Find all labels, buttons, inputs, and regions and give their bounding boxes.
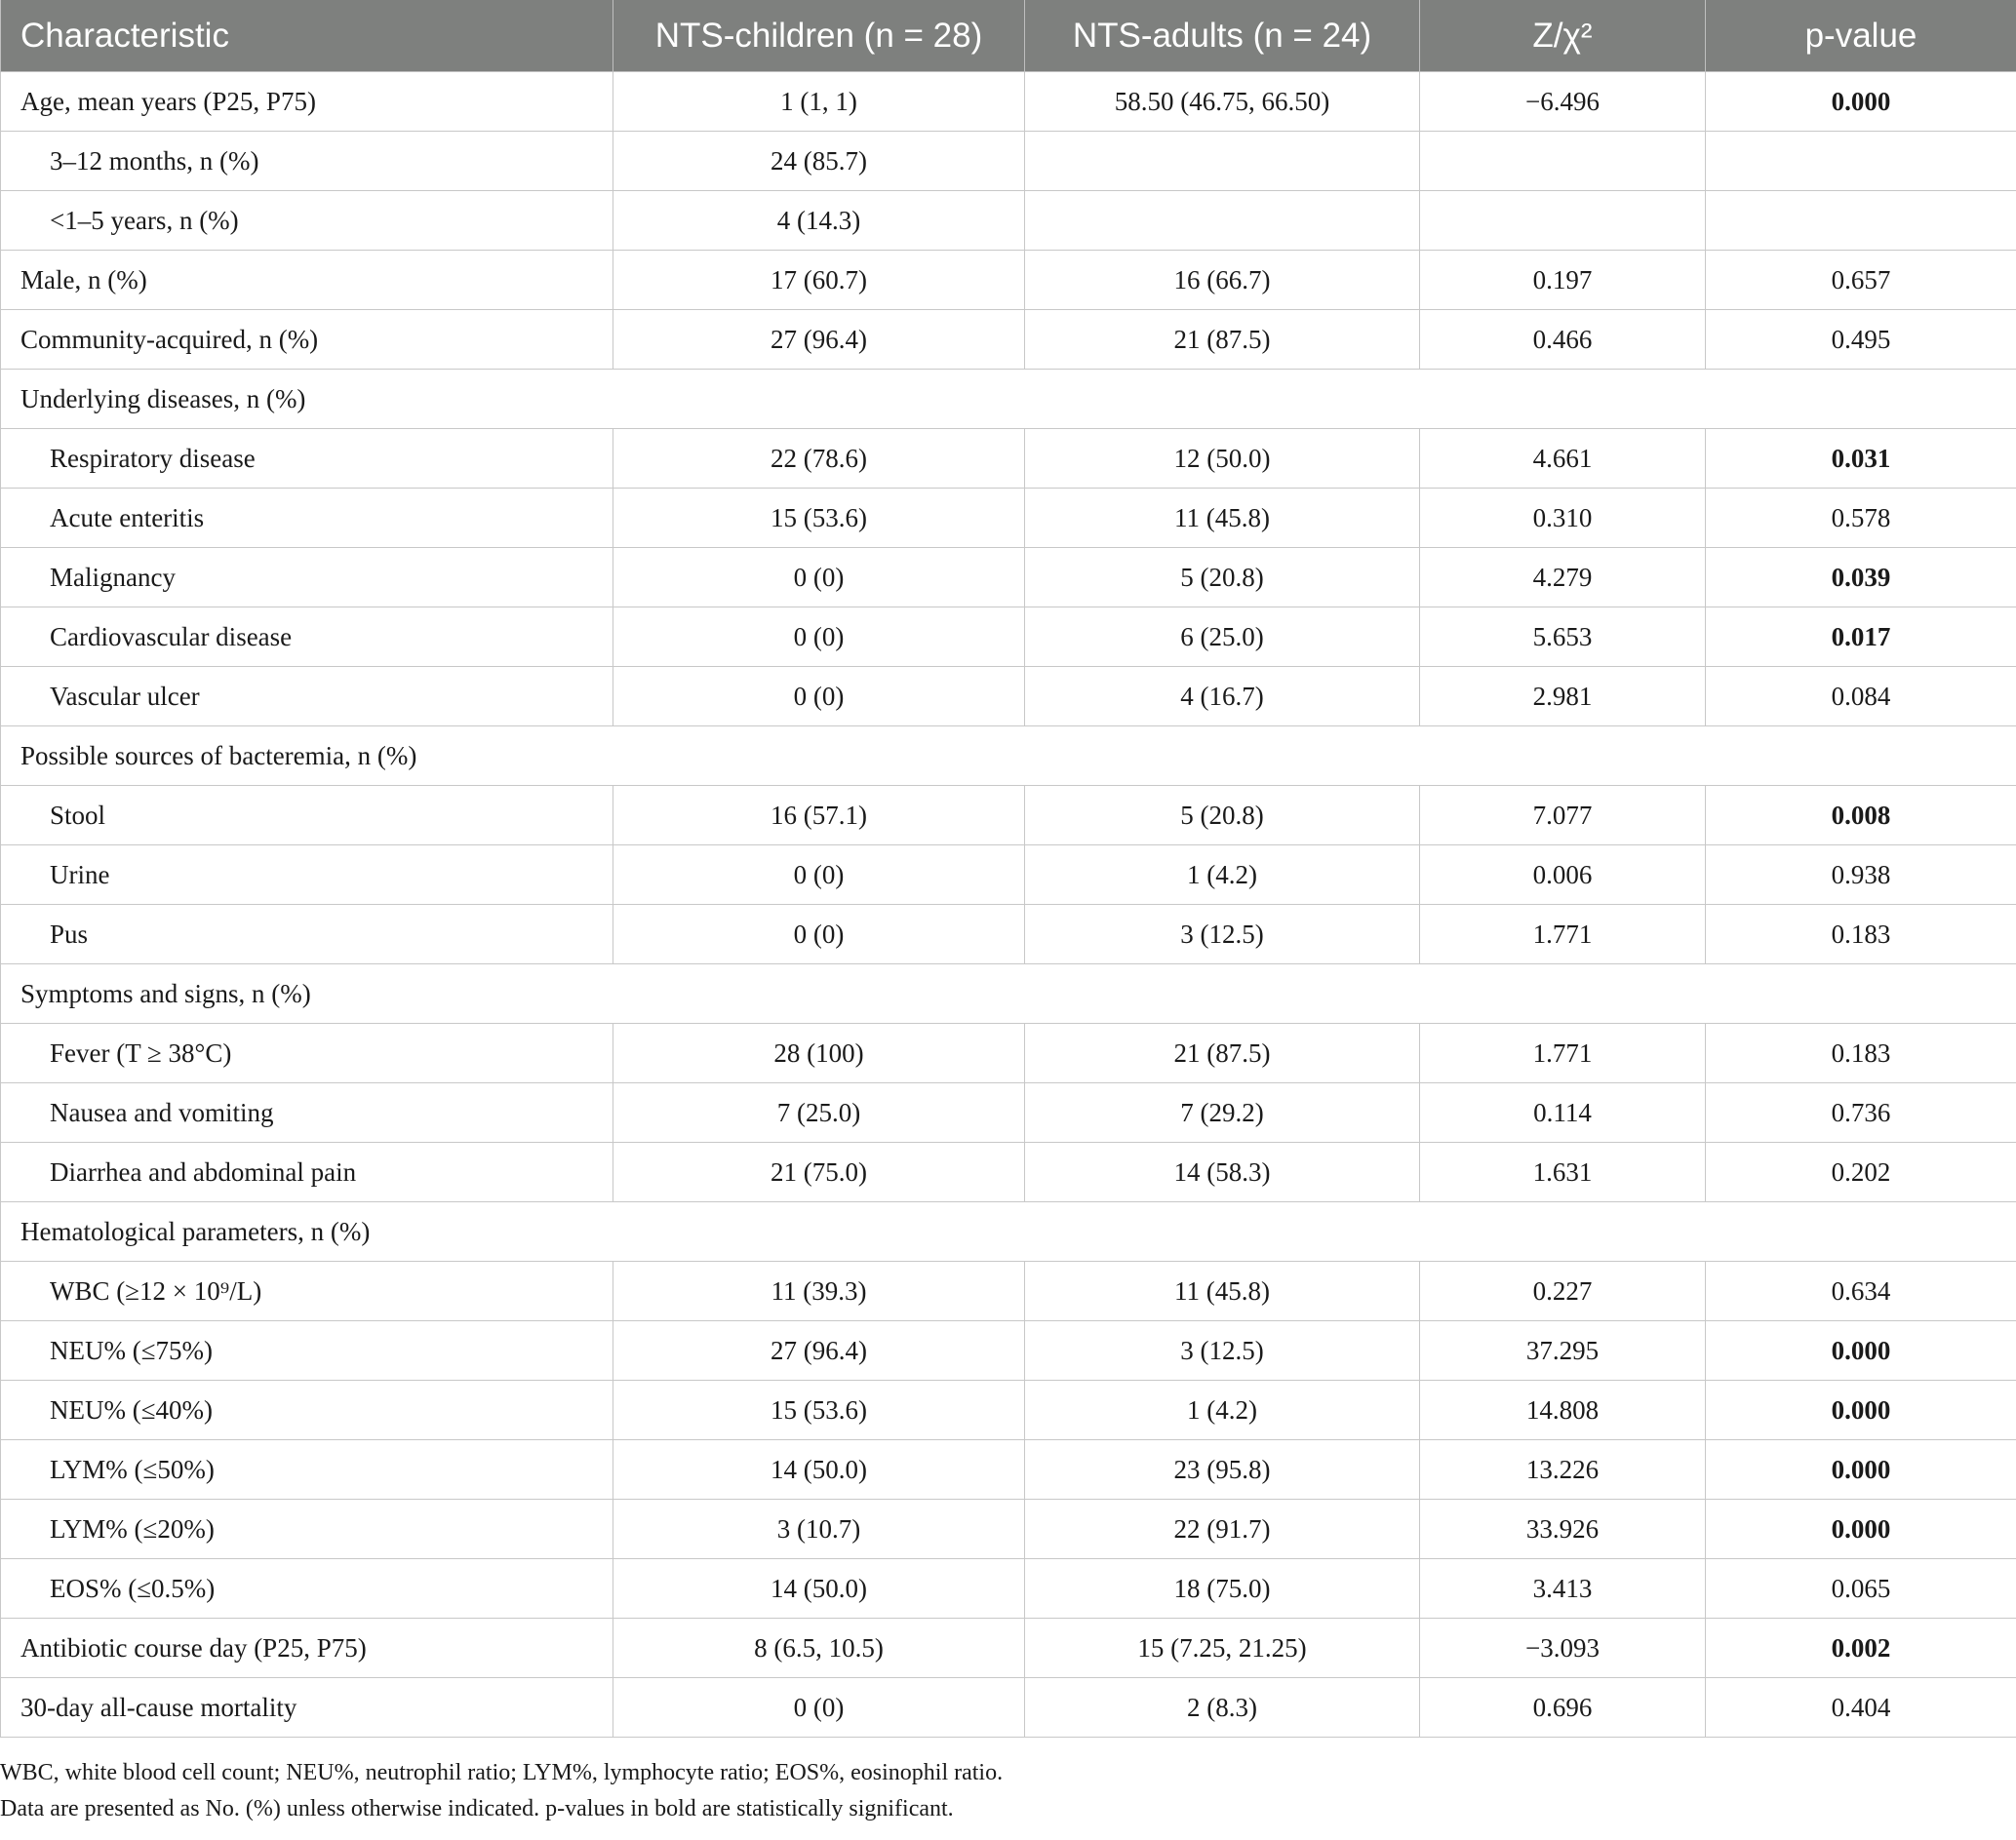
row-label: Nausea and vomiting — [1, 1083, 613, 1143]
table-footnotes — [0, 1738, 2016, 1827]
cell-nts-children: 24 (85.7) — [613, 132, 1025, 191]
table-row — [1, 72, 2016, 132]
cell-nts-adults: 23 (95.8) — [1025, 1440, 1420, 1500]
cell-p-value: 0.002 — [1706, 1619, 2016, 1678]
cell-nts-adults: 2 (8.3) — [1025, 1678, 1420, 1738]
table-row — [1, 132, 2016, 191]
cell-nts-adults: 58.50 (46.75, 66.50) — [1025, 72, 1420, 132]
cell-p-value: 0.202 — [1706, 1143, 2016, 1202]
cell-nts-children: 0 (0) — [613, 905, 1025, 964]
cell-nts-adults: 11 (45.8) — [1025, 1262, 1420, 1321]
cell-nts-children: 1 (1, 1) — [613, 72, 1025, 132]
row-label: Acute enteritis — [1, 489, 613, 548]
row-label: Stool — [1, 786, 613, 845]
cell-p-value: 0.084 — [1706, 667, 2016, 726]
row-label: Community-acquired, n (%) — [1, 310, 613, 370]
cell-nts-children: 22 (78.6) — [613, 429, 1025, 489]
cell-p-value: 0.183 — [1706, 1024, 2016, 1083]
cell-test-statistic: 33.926 — [1420, 1500, 1706, 1559]
cell-nts-adults: 7 (29.2) — [1025, 1083, 1420, 1143]
cell-p-value: 0.008 — [1706, 786, 2016, 845]
section-spacer — [613, 370, 2016, 429]
table-section-row — [1, 370, 2016, 429]
cell-test-statistic: 2.981 — [1420, 667, 1706, 726]
header-nts-children: NTS-children (n = 28) — [613, 0, 1025, 72]
cell-test-statistic: 4.279 — [1420, 548, 1706, 607]
section-label: Hematological parameters, n (%) — [1, 1202, 613, 1262]
table-row — [1, 1559, 2016, 1619]
cell-test-statistic — [1420, 191, 1706, 251]
table-header-row — [1, 0, 2016, 72]
cell-p-value — [1706, 132, 2016, 191]
section-spacer — [613, 726, 2016, 786]
cell-nts-children: 27 (96.4) — [613, 1321, 1025, 1381]
cell-nts-children: 0 (0) — [613, 667, 1025, 726]
table-row — [1, 548, 2016, 607]
cell-nts-adults — [1025, 191, 1420, 251]
cell-nts-adults — [1025, 132, 1420, 191]
table-row — [1, 667, 2016, 726]
row-label: 3–12 months, n (%) — [1, 132, 613, 191]
cell-test-statistic: 0.227 — [1420, 1262, 1706, 1321]
cell-test-statistic: 13.226 — [1420, 1440, 1706, 1500]
table-row — [1, 845, 2016, 905]
row-label: Malignancy — [1, 548, 613, 607]
row-label: Male, n (%) — [1, 251, 613, 310]
section-spacer — [613, 1202, 2016, 1262]
row-label: Age, mean years (P25, P75) — [1, 72, 613, 132]
cell-test-statistic: 14.808 — [1420, 1381, 1706, 1440]
cell-p-value: 0.736 — [1706, 1083, 2016, 1143]
cell-p-value: 0.000 — [1706, 1500, 2016, 1559]
cell-nts-children: 14 (50.0) — [613, 1440, 1025, 1500]
cell-nts-adults: 1 (4.2) — [1025, 1381, 1420, 1440]
cell-nts-adults: 6 (25.0) — [1025, 607, 1420, 667]
cell-test-statistic: 3.413 — [1420, 1559, 1706, 1619]
cell-nts-children: 7 (25.0) — [613, 1083, 1025, 1143]
cell-p-value: 0.039 — [1706, 548, 2016, 607]
row-label: 30-day all-cause mortality — [1, 1678, 613, 1738]
cell-p-value: 0.000 — [1706, 72, 2016, 132]
cell-nts-adults: 11 (45.8) — [1025, 489, 1420, 548]
table-row — [1, 429, 2016, 489]
table-section-row — [1, 964, 2016, 1024]
cell-nts-adults: 21 (87.5) — [1025, 310, 1420, 370]
cell-nts-adults: 15 (7.25, 21.25) — [1025, 1619, 1420, 1678]
table-row — [1, 1500, 2016, 1559]
row-label: Antibiotic course day (P25, P75) — [1, 1619, 613, 1678]
row-label: Respiratory disease — [1, 429, 613, 489]
cell-nts-children: 0 (0) — [613, 607, 1025, 667]
cell-test-statistic: 5.653 — [1420, 607, 1706, 667]
cell-nts-children: 16 (57.1) — [613, 786, 1025, 845]
cell-p-value: 0.657 — [1706, 251, 2016, 310]
cell-p-value: 0.404 — [1706, 1678, 2016, 1738]
cell-nts-children: 21 (75.0) — [613, 1143, 1025, 1202]
table-row — [1, 310, 2016, 370]
cell-nts-children: 0 (0) — [613, 548, 1025, 607]
cell-nts-children: 27 (96.4) — [613, 310, 1025, 370]
row-label: Vascular ulcer — [1, 667, 613, 726]
cell-test-statistic — [1420, 132, 1706, 191]
cell-nts-adults: 14 (58.3) — [1025, 1143, 1420, 1202]
cell-nts-children: 15 (53.6) — [613, 1381, 1025, 1440]
row-label: Diarrhea and abdominal pain — [1, 1143, 613, 1202]
cell-p-value: 0.031 — [1706, 429, 2016, 489]
table-row — [1, 191, 2016, 251]
row-label: LYM% (≤50%) — [1, 1440, 613, 1500]
section-spacer — [613, 964, 2016, 1024]
cell-test-statistic: 0.696 — [1420, 1678, 1706, 1738]
header-p-value: p-value — [1706, 0, 2016, 72]
cell-nts-adults: 18 (75.0) — [1025, 1559, 1420, 1619]
cell-nts-children: 28 (100) — [613, 1024, 1025, 1083]
row-label: <1–5 years, n (%) — [1, 191, 613, 251]
cell-nts-children: 14 (50.0) — [613, 1559, 1025, 1619]
row-label: NEU% (≤75%) — [1, 1321, 613, 1381]
table-row — [1, 1381, 2016, 1440]
cell-test-statistic: 4.661 — [1420, 429, 1706, 489]
table-section-row — [1, 1202, 2016, 1262]
header-nts-adults: NTS-adults (n = 24) — [1025, 0, 1420, 72]
cell-test-statistic: −6.496 — [1420, 72, 1706, 132]
table-row — [1, 607, 2016, 667]
cell-nts-children: 11 (39.3) — [613, 1262, 1025, 1321]
cell-test-statistic: 0.466 — [1420, 310, 1706, 370]
cell-nts-children: 4 (14.3) — [613, 191, 1025, 251]
table-row — [1, 786, 2016, 845]
table-row — [1, 1619, 2016, 1678]
table-row — [1, 251, 2016, 310]
cell-test-statistic: 7.077 — [1420, 786, 1706, 845]
section-label: Symptoms and signs, n (%) — [1, 964, 613, 1024]
cell-p-value: 0.495 — [1706, 310, 2016, 370]
cell-nts-adults: 21 (87.5) — [1025, 1024, 1420, 1083]
row-label: WBC (≥12 × 10⁹/L) — [1, 1262, 613, 1321]
table-row — [1, 1143, 2016, 1202]
header-test-statistic: Z/χ² — [1420, 0, 1706, 72]
cell-p-value: 0.017 — [1706, 607, 2016, 667]
row-label: Fever (T ≥ 38°C) — [1, 1024, 613, 1083]
cell-nts-adults: 16 (66.7) — [1025, 251, 1420, 310]
cell-nts-adults: 5 (20.8) — [1025, 548, 1420, 607]
cell-test-statistic: 0.006 — [1420, 845, 1706, 905]
cell-nts-adults: 3 (12.5) — [1025, 905, 1420, 964]
table-row — [1, 1024, 2016, 1083]
cell-nts-adults: 12 (50.0) — [1025, 429, 1420, 489]
table-row — [1, 1678, 2016, 1738]
section-label: Underlying diseases, n (%) — [1, 370, 613, 429]
table-row — [1, 1262, 2016, 1321]
table-row — [1, 1083, 2016, 1143]
cell-p-value: 0.578 — [1706, 489, 2016, 548]
row-label: NEU% (≤40%) — [1, 1381, 613, 1440]
table-row — [1, 1321, 2016, 1381]
table-row — [1, 905, 2016, 964]
footnote-abbreviations: WBC, white blood cell count; NEU%, neutrophil ratio; LYM%, lymphocyte ratio; EOS%, eosinophil ratio. — [0, 1760, 1004, 1785]
cell-nts-children: 0 (0) — [613, 845, 1025, 905]
cell-p-value: 0.938 — [1706, 845, 2016, 905]
table-body — [1, 72, 2016, 1738]
table-row — [1, 1440, 2016, 1500]
cell-test-statistic: −3.093 — [1420, 1619, 1706, 1678]
cell-nts-adults: 22 (91.7) — [1025, 1500, 1420, 1559]
table-section-row — [1, 726, 2016, 786]
cell-nts-children: 15 (53.6) — [613, 489, 1025, 548]
cell-nts-children: 3 (10.7) — [613, 1500, 1025, 1559]
cell-p-value: 0.634 — [1706, 1262, 2016, 1321]
footnote-note: Data are presented as No. (%) unless otherwise indicated. p-values in bold are statistically significant. — [0, 1796, 954, 1821]
cell-test-statistic: 37.295 — [1420, 1321, 1706, 1381]
cell-nts-adults: 4 (16.7) — [1025, 667, 1420, 726]
row-label: Urine — [1, 845, 613, 905]
row-label: Pus — [1, 905, 613, 964]
row-label: Cardiovascular disease — [1, 607, 613, 667]
cell-test-statistic: 1.771 — [1420, 905, 1706, 964]
cell-test-statistic: 1.631 — [1420, 1143, 1706, 1202]
cell-test-statistic: 1.771 — [1420, 1024, 1706, 1083]
section-label: Possible sources of bacteremia, n (%) — [1, 726, 613, 786]
cell-nts-adults: 5 (20.8) — [1025, 786, 1420, 845]
cell-p-value: 0.000 — [1706, 1440, 2016, 1500]
cell-p-value — [1706, 191, 2016, 251]
cell-p-value: 0.000 — [1706, 1381, 2016, 1440]
row-label: LYM% (≤20%) — [1, 1500, 613, 1559]
cell-test-statistic: 0.197 — [1420, 251, 1706, 310]
cell-p-value: 0.065 — [1706, 1559, 2016, 1619]
cell-nts-adults: 3 (12.5) — [1025, 1321, 1420, 1381]
cell-nts-adults: 1 (4.2) — [1025, 845, 1420, 905]
cell-test-statistic: 0.114 — [1420, 1083, 1706, 1143]
cell-test-statistic: 0.310 — [1420, 489, 1706, 548]
cell-nts-children: 8 (6.5, 10.5) — [613, 1619, 1025, 1678]
row-label: EOS% (≤0.5%) — [1, 1559, 613, 1619]
cell-p-value: 0.183 — [1706, 905, 2016, 964]
cell-nts-children: 17 (60.7) — [613, 251, 1025, 310]
cell-nts-children: 0 (0) — [613, 1678, 1025, 1738]
table-row — [1, 489, 2016, 548]
cell-p-value: 0.000 — [1706, 1321, 2016, 1381]
header-characteristic: Characteristic — [1, 0, 613, 72]
